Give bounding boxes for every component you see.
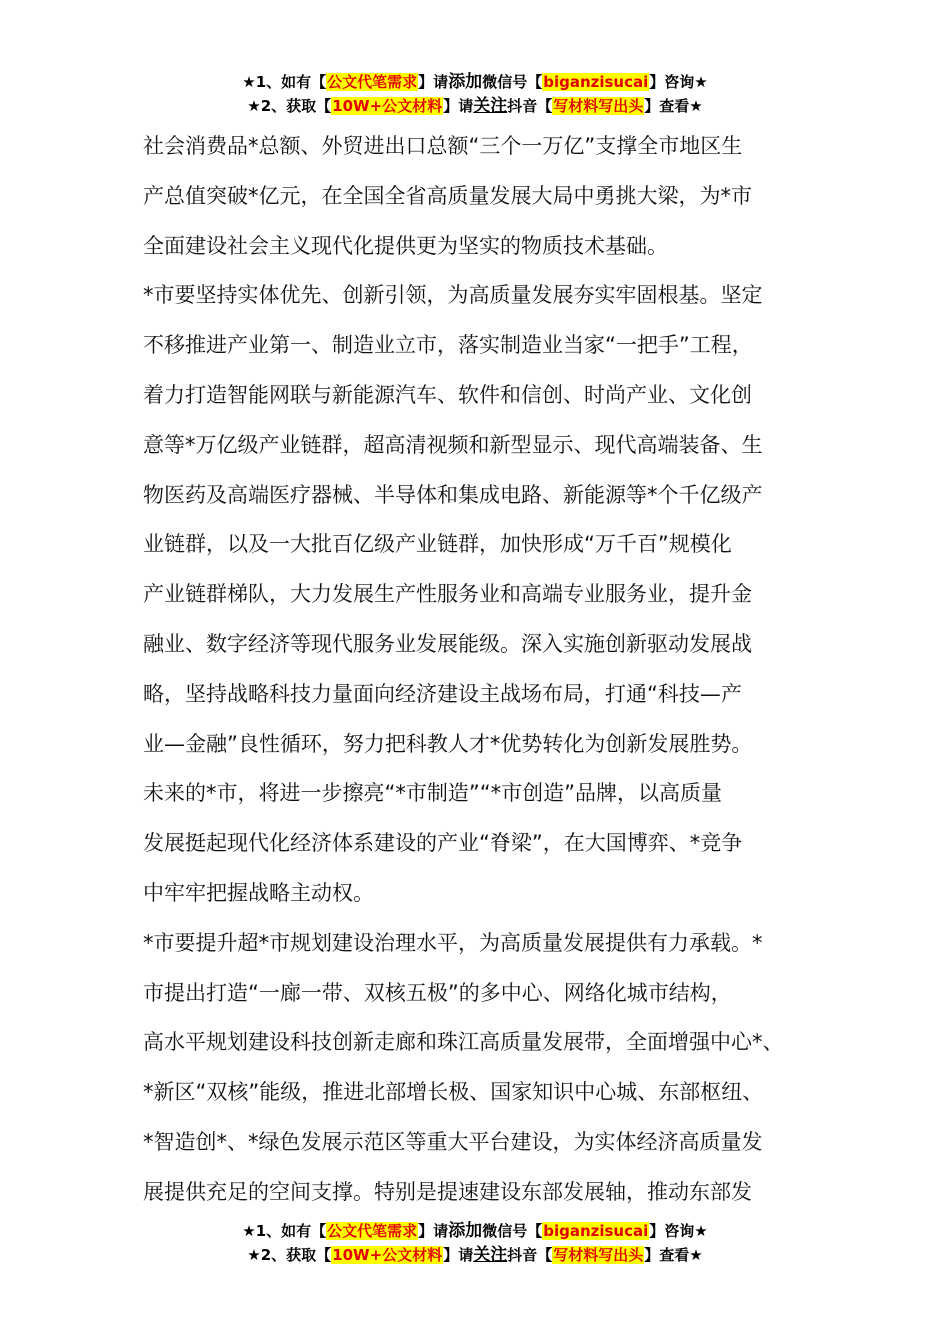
banner-text: ★1、如有【 <box>242 1222 327 1240</box>
body-line: 业链群，以及一大批百亿级产业链群，加快形成“万千百”规模化 <box>143 532 732 557</box>
banner-emphasis: 关注 <box>473 96 508 116</box>
body-line: 产总值突破*亿元，在全国全省高质量发展大局中勇挑大梁，为*市 <box>143 183 752 208</box>
banner-text: 抖音【 <box>507 1246 553 1264</box>
body-line: 物医药及高端医疗器械、半导体和集成电路、新能源等*个千亿级产 <box>143 482 763 507</box>
highlight-wechat-id: biganzisucai <box>543 1222 649 1240</box>
banner-row-1 <box>0 1219 950 1243</box>
banner-text: 】咨询★ <box>649 73 708 91</box>
body-line: 融业、数字经济等现代服务业发展能级。深入实施创新驱动发展战 <box>143 631 752 656</box>
highlight-materials: 10W+公文材料 <box>332 1246 443 1264</box>
body-line: 未来的*市，将进一步擦亮“*市制造”“*市创造”品牌，以高质量 <box>143 781 723 806</box>
body-line: *市要提升超*市规划建设治理水平，为高质量发展提供有力承载。* <box>143 930 763 955</box>
body-line: 全面建设社会主义现代化提供更为坚实的物质技术基础。 <box>143 233 668 258</box>
footer-banner <box>0 1219 950 1267</box>
body-line: *智造创*、*绿色发展示范区等重大平台建设，为实体经济高质量发 <box>143 1129 763 1154</box>
banner-text: 】请 <box>418 73 449 91</box>
body-line: 展提供充足的空间支撑。特别是提速建设东部发展轴，推动东部发 <box>143 1179 752 1204</box>
highlight-douyin-account: 写材料写出头 <box>553 97 644 115</box>
body-line: 社会消费品*总额、外贸进出口总额“三个一万亿”支撑全市地区生 <box>143 134 743 158</box>
banner-text: 微信号【 <box>482 1222 543 1240</box>
body-line: 发展挺起现代化经济体系建设的产业“脊梁”，在大国博弈、*竞争 <box>143 831 743 856</box>
banner-text: 】请 <box>418 1222 449 1240</box>
document-body <box>143 122 833 1218</box>
highlight-ghostwriting: 公文代笔需求 <box>327 1222 418 1240</box>
banner-text: ★2、获取【 <box>247 1246 332 1264</box>
banner-text: 抖音【 <box>507 97 553 115</box>
highlight-douyin-account: 写材料写出头 <box>553 1246 644 1264</box>
banner-emphasis: 添加 <box>448 1221 483 1241</box>
banner-row-2 <box>0 94 950 118</box>
banner-emphasis: 关注 <box>473 1245 508 1265</box>
banner-text: 微信号【 <box>482 73 543 91</box>
body-line: 业—金融”良性循环，努力把科教人才*优势转化为创新发展胜势。 <box>143 731 753 756</box>
highlight-wechat-id: biganzisucai <box>543 73 649 91</box>
banner-row-2 <box>0 1243 950 1267</box>
body-line: 产业链群梯队，大力发展生产性服务业和高端专业服务业，提升金 <box>143 582 752 607</box>
body-line: 高水平规划建设科技创新走廊和珠江高质量发展带，全面增强中心*、 <box>143 1030 784 1055</box>
body-line: 中牢牢把握战略主动权。 <box>143 880 374 905</box>
header-banner <box>0 70 950 118</box>
body-line: 意等*万亿级产业链群，超高清视频和新型显示、现代高端装备、生 <box>143 432 763 457</box>
banner-emphasis: 添加 <box>448 72 483 92</box>
body-line: 着力打造智能网联与新能源汽车、软件和信创、时尚产业、文化创 <box>143 382 752 407</box>
body-line: 略，坚持战略科技力量面向经济建设主战场布局，打通“科技—产 <box>143 681 742 706</box>
banner-text: ★1、如有【 <box>242 73 327 91</box>
banner-text: 】查看★ <box>644 97 703 115</box>
banner-text: 】请 <box>443 97 474 115</box>
highlight-materials: 10W+公文材料 <box>332 97 443 115</box>
body-line: 不移推进产业第一、制造业立市，落实制造业当家“一把手”工程， <box>143 333 753 358</box>
body-line: 市提出打造“一廊一带、双核五极”的多中心、网络化城市结构， <box>143 980 732 1005</box>
banner-row-1 <box>0 70 950 94</box>
banner-text: 】查看★ <box>644 1246 703 1264</box>
banner-text: ★2、获取【 <box>247 97 332 115</box>
highlight-ghostwriting: 公文代笔需求 <box>327 73 418 91</box>
body-line: *新区“双核”能级，推进北部增长极、国家知识中心城、东部枢纽、 <box>143 1080 764 1105</box>
body-line: *市要坚持实体优先、创新引领，为高质量发展夯实牢固根基。坚定 <box>143 283 763 308</box>
banner-text: 】咨询★ <box>649 1222 708 1240</box>
banner-text: 】请 <box>443 1246 474 1264</box>
